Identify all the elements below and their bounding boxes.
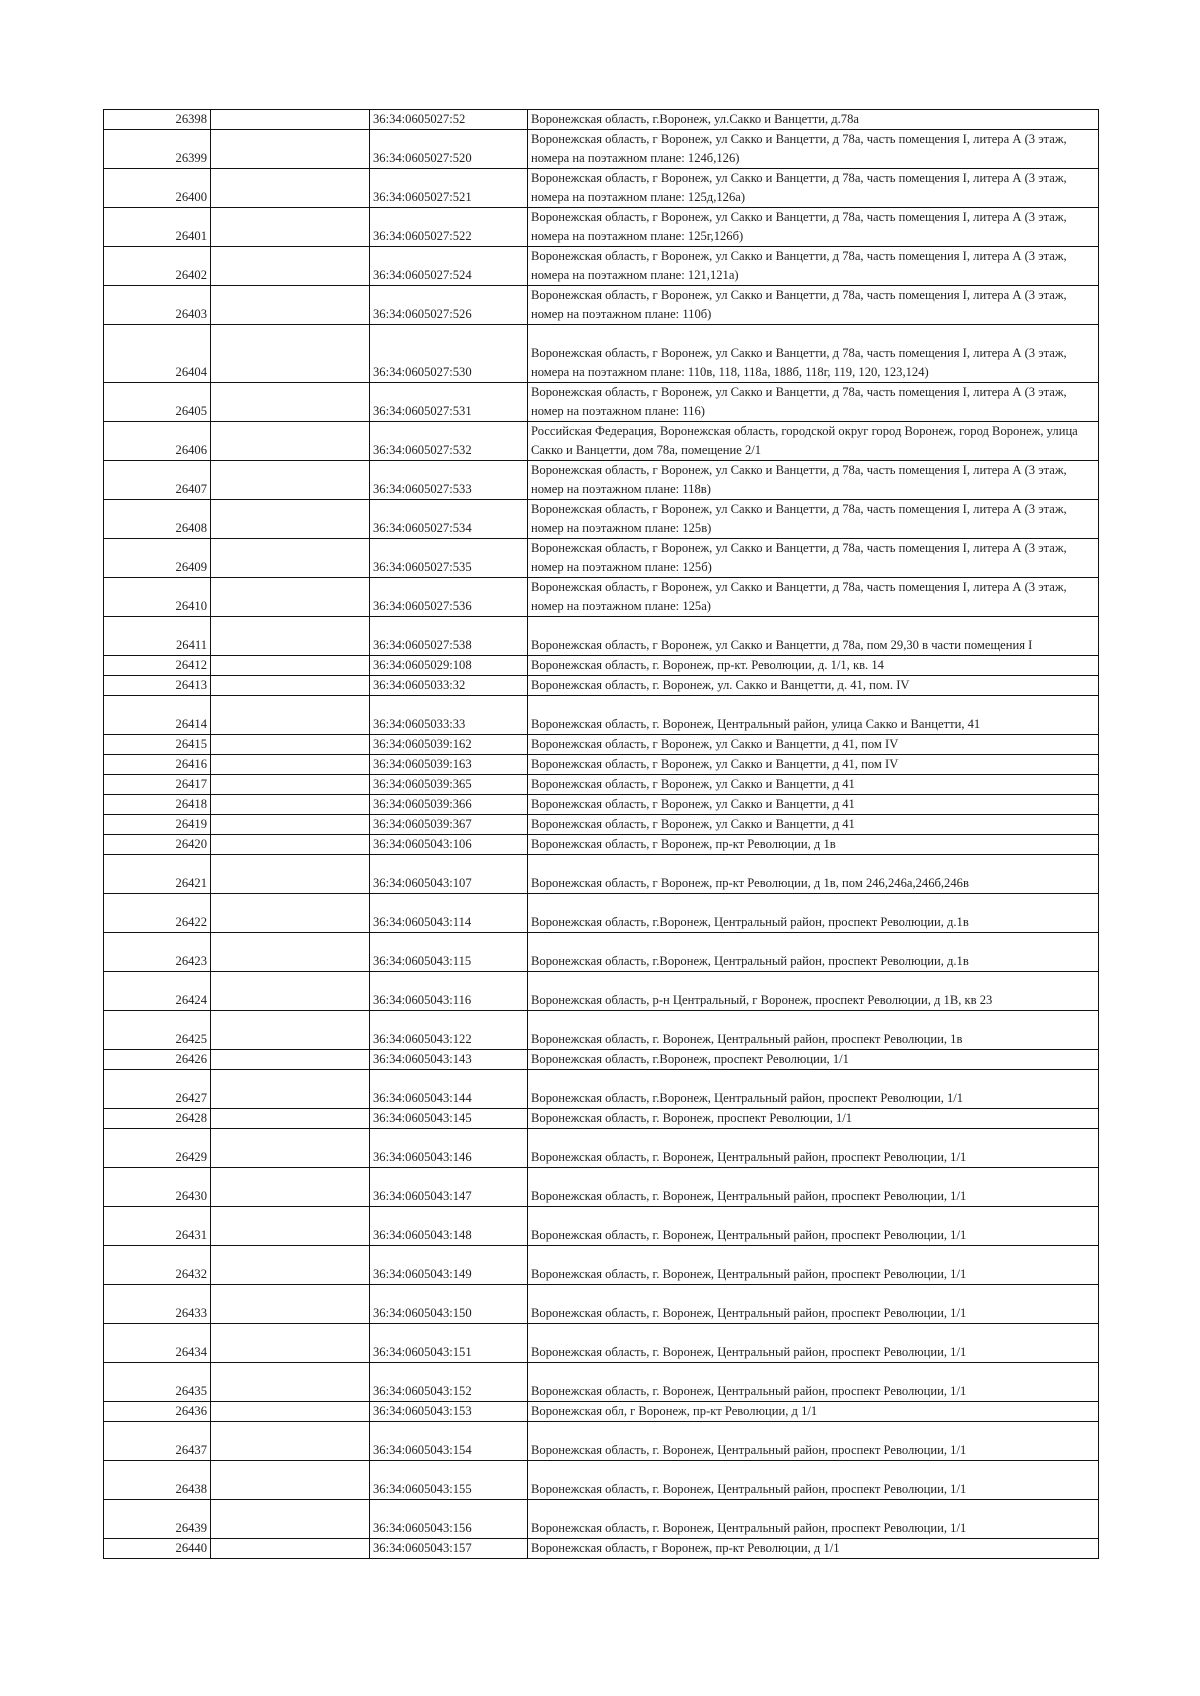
row-number: 26413 xyxy=(104,676,211,696)
table-row xyxy=(104,933,1099,972)
property-address: Воронежская область, г Воронеж, ул Сакко и Ванцетти, д 78а, пом 29,30 в части помещения I xyxy=(528,617,1099,656)
table-row xyxy=(104,1363,1099,1402)
property-address: Воронежская область, г Воронеж, ул Сакко и Ванцетти, д 41, пом IV xyxy=(528,735,1099,755)
table-row xyxy=(104,578,1099,617)
empty-cell xyxy=(211,247,370,286)
property-address: Воронежская область, р-н Центральный, г Воронеж, проспект Революции, д 1В, кв 23 xyxy=(528,972,1099,1011)
empty-cell xyxy=(211,1285,370,1324)
cadastral-number: 36:34:0605027:522 xyxy=(370,208,528,247)
row-number: 26406 xyxy=(104,422,211,461)
empty-cell xyxy=(211,110,370,130)
cadastral-number: 36:34:0605027:520 xyxy=(370,130,528,169)
row-number: 26402 xyxy=(104,247,211,286)
empty-cell xyxy=(211,325,370,383)
empty-cell xyxy=(211,422,370,461)
empty-cell xyxy=(211,1539,370,1559)
row-number: 26437 xyxy=(104,1422,211,1461)
property-address: Воронежская область, г. Воронеж, Центральный район, проспект Революции, 1/1 xyxy=(528,1207,1099,1246)
cadastral-number: 36:34:0605027:538 xyxy=(370,617,528,656)
property-address: Воронежская область, г. Воронеж, Центральный район, проспект Революции, 1в xyxy=(528,1011,1099,1050)
empty-cell xyxy=(211,815,370,835)
table-row xyxy=(104,835,1099,855)
empty-cell xyxy=(211,286,370,325)
table-row xyxy=(104,1324,1099,1363)
row-number: 26405 xyxy=(104,383,211,422)
property-address: Воронежская область, г.Воронеж, Центральный район, проспект Революции, 1/1 xyxy=(528,1070,1099,1109)
table-row xyxy=(104,286,1099,325)
empty-cell xyxy=(211,169,370,208)
row-number: 26398 xyxy=(104,110,211,130)
row-number: 26433 xyxy=(104,1285,211,1324)
property-address: Воронежская область, г. Воронеж, Центральный район, проспект Революции, 1/1 xyxy=(528,1168,1099,1207)
property-address: Воронежская область, г Воронеж, ул Сакко и Ванцетти, д 78а, часть помещения I, литера А (3 этаж, номер на поэтажном плане: 125б) xyxy=(528,539,1099,578)
property-address: Воронежская область, г. Воронеж, Центральный район, проспект Революции, 1/1 xyxy=(528,1285,1099,1324)
row-number: 26440 xyxy=(104,1539,211,1559)
row-number: 26432 xyxy=(104,1246,211,1285)
empty-cell xyxy=(211,1207,370,1246)
property-address: Воронежская область, г.Воронеж, Центральный район, проспект Революции, д.1в xyxy=(528,894,1099,933)
property-address: Воронежская область, г. Воронеж, Центральный район, проспект Революции, 1/1 xyxy=(528,1324,1099,1363)
table-row xyxy=(104,422,1099,461)
property-address: Воронежская область, г.Воронеж, Центральный район, проспект Революции, д.1в xyxy=(528,933,1099,972)
property-address: Воронежская область, г. Воронеж, Центральный район, проспект Революции, 1/1 xyxy=(528,1461,1099,1500)
empty-cell xyxy=(211,1402,370,1422)
property-address: Воронежская область, г Воронеж, ул Сакко и Ванцетти, д 78а, часть помещения I, литера А (3 этаж, номера на поэтажном плане: 125г,126б) xyxy=(528,208,1099,247)
row-number: 26417 xyxy=(104,775,211,795)
table-row xyxy=(104,775,1099,795)
cadastral-number: 36:34:0605027:524 xyxy=(370,247,528,286)
empty-cell xyxy=(211,894,370,933)
table-row xyxy=(104,795,1099,815)
row-number: 26416 xyxy=(104,755,211,775)
property-address: Воронежская область, г Воронеж, ул Сакко и Ванцетти, д 78а, часть помещения I, литера А (3 этаж, номера на поэтажном плане: 110в, 118, 118а, 188б, 118г, 119, 120, 123,124) xyxy=(528,325,1099,383)
table-row xyxy=(104,1402,1099,1422)
empty-cell xyxy=(211,208,370,247)
property-address: Воронежская область, г. Воронеж, пр-кт. Революции, д. 1/1, кв. 14 xyxy=(528,656,1099,676)
property-address: Воронежская область, г Воронеж, ул Сакко и Ванцетти, д 41, пом IV xyxy=(528,755,1099,775)
empty-cell xyxy=(211,855,370,894)
empty-cell xyxy=(211,383,370,422)
cadastral-number: 36:34:0605027:532 xyxy=(370,422,528,461)
row-number: 26401 xyxy=(104,208,211,247)
property-address: Воронежская область, г Воронеж, ул Сакко и Ванцетти, д 78а, часть помещения I, литера А (3 этаж, номера на поэтажном плане: 124б,126) xyxy=(528,130,1099,169)
cadastral-number: 36:34:0605043:147 xyxy=(370,1168,528,1207)
empty-cell xyxy=(211,500,370,539)
row-number: 26422 xyxy=(104,894,211,933)
cadastral-number: 36:34:0605029:108 xyxy=(370,656,528,676)
cadastral-number: 36:34:0605027:536 xyxy=(370,578,528,617)
property-address: Воронежская область, г. Воронеж, Центральный район, проспект Революции, 1/1 xyxy=(528,1246,1099,1285)
row-number: 26411 xyxy=(104,617,211,656)
cadastral-number: 36:34:0605027:52 xyxy=(370,110,528,130)
table-row xyxy=(104,1109,1099,1129)
cadastral-number: 36:34:0605043:153 xyxy=(370,1402,528,1422)
table-row xyxy=(104,1539,1099,1559)
property-address: Воронежская область, г. Воронеж, Центральный район, проспект Революции, 1/1 xyxy=(528,1363,1099,1402)
empty-cell xyxy=(211,676,370,696)
table-row xyxy=(104,500,1099,539)
cadastral-number: 36:34:0605027:526 xyxy=(370,286,528,325)
table-row xyxy=(104,1422,1099,1461)
property-address: Воронежская область, г Воронеж, ул Сакко и Ванцетти, д 78а, часть помещения I, литера А (3 этаж, номер на поэтажном плане: 116) xyxy=(528,383,1099,422)
empty-cell xyxy=(211,1070,370,1109)
empty-cell xyxy=(211,1324,370,1363)
cadastral-number: 36:34:0605043:143 xyxy=(370,1050,528,1070)
cadastral-number: 36:34:0605043:156 xyxy=(370,1500,528,1539)
table-row xyxy=(104,1461,1099,1500)
table-row xyxy=(104,110,1099,130)
table-row xyxy=(104,247,1099,286)
row-number: 26419 xyxy=(104,815,211,835)
cadastral-number: 36:34:0605043:152 xyxy=(370,1363,528,1402)
table-body xyxy=(104,110,1099,1559)
cadastral-number: 36:34:0605039:366 xyxy=(370,795,528,815)
cadastral-number: 36:34:0605043:114 xyxy=(370,894,528,933)
table-row xyxy=(104,130,1099,169)
table-row xyxy=(104,755,1099,775)
property-address: Воронежская область, г Воронеж, ул Сакко и Ванцетти, д 78а, часть помещения I, литера А (3 этаж, номера на поэтажном плане: 125д,126а) xyxy=(528,169,1099,208)
row-number: 26428 xyxy=(104,1109,211,1129)
table-row xyxy=(104,383,1099,422)
cadastral-number: 36:34:0605039:365 xyxy=(370,775,528,795)
empty-cell xyxy=(211,578,370,617)
property-address: Воронежская обл, г Воронеж, пр-кт Революции, д 1/1 xyxy=(528,1402,1099,1422)
cadastral-number: 36:34:0605043:122 xyxy=(370,1011,528,1050)
cadastral-number: 36:34:0605033:32 xyxy=(370,676,528,696)
cadastral-number: 36:34:0605043:150 xyxy=(370,1285,528,1324)
row-number: 26423 xyxy=(104,933,211,972)
table-row xyxy=(104,1168,1099,1207)
empty-cell xyxy=(211,972,370,1011)
row-number: 26415 xyxy=(104,735,211,755)
cadastral-number: 36:34:0605027:535 xyxy=(370,539,528,578)
property-address: Воронежская область, г. Воронеж, Центральный район, проспект Революции, 1/1 xyxy=(528,1500,1099,1539)
cadastral-number: 36:34:0605039:162 xyxy=(370,735,528,755)
row-number: 26421 xyxy=(104,855,211,894)
row-number: 26404 xyxy=(104,325,211,383)
empty-cell xyxy=(211,617,370,656)
row-number: 26420 xyxy=(104,835,211,855)
property-address: Воронежская область, г. Воронеж, Центральный район, проспект Революции, 1/1 xyxy=(528,1129,1099,1168)
table-row xyxy=(104,696,1099,735)
table-row xyxy=(104,656,1099,676)
row-number: 26438 xyxy=(104,1461,211,1500)
table-row xyxy=(104,735,1099,755)
empty-cell xyxy=(211,795,370,815)
empty-cell xyxy=(211,933,370,972)
empty-cell xyxy=(211,130,370,169)
property-address: Воронежская область, г. Воронеж, ул. Сакко и Ванцетти, д. 41, пом. IV xyxy=(528,676,1099,696)
row-number: 26436 xyxy=(104,1402,211,1422)
property-address: Воронежская область, г Воронеж, ул Сакко и Ванцетти, д 78а, часть помещения I, литера А (3 этаж, номер на поэтажном плане: 125в) xyxy=(528,500,1099,539)
cadastral-number: 36:34:0605043:146 xyxy=(370,1129,528,1168)
row-number: 26431 xyxy=(104,1207,211,1246)
property-address: Воронежская область, г Воронеж, ул Сакко и Ванцетти, д 78а, часть помещения I, литера А (3 этаж, номера на поэтажном плане: 121,121а) xyxy=(528,247,1099,286)
cadastral-number: 36:34:0605027:533 xyxy=(370,461,528,500)
row-number: 26426 xyxy=(104,1050,211,1070)
empty-cell xyxy=(211,755,370,775)
cadastral-number: 36:34:0605027:530 xyxy=(370,325,528,383)
table-row xyxy=(104,1500,1099,1539)
property-address: Воронежская область, г Воронеж, ул Сакко и Ванцетти, д 41 xyxy=(528,775,1099,795)
empty-cell xyxy=(211,1363,370,1402)
property-address: Воронежская область, г.Воронеж, ул.Сакко и Ванцетти, д.78а xyxy=(528,110,1099,130)
table-row xyxy=(104,855,1099,894)
empty-cell xyxy=(211,1246,370,1285)
row-number: 26410 xyxy=(104,578,211,617)
empty-cell xyxy=(211,775,370,795)
row-number: 26434 xyxy=(104,1324,211,1363)
property-address: Воронежская область, г Воронеж, пр-кт Революции, д 1/1 xyxy=(528,1539,1099,1559)
property-address: Воронежская область, г Воронеж, ул Сакко и Ванцетти, д 78а, часть помещения I, литера А (3 этаж, номер на поэтажном плане: 110б) xyxy=(528,286,1099,325)
row-number: 26430 xyxy=(104,1168,211,1207)
property-address: Воронежская область, г.Воронеж, проспект Революции, 1/1 xyxy=(528,1050,1099,1070)
property-address: Воронежская область, г Воронеж, ул Сакко и Ванцетти, д 41 xyxy=(528,795,1099,815)
table-row xyxy=(104,461,1099,500)
row-number: 26412 xyxy=(104,656,211,676)
empty-cell xyxy=(211,696,370,735)
row-number: 26399 xyxy=(104,130,211,169)
cadastral-number: 36:34:0605027:531 xyxy=(370,383,528,422)
cadastral-number: 36:34:0605033:33 xyxy=(370,696,528,735)
property-address: Воронежская область, г. Воронеж, Центральный район, проспект Революции, 1/1 xyxy=(528,1422,1099,1461)
row-number: 26427 xyxy=(104,1070,211,1109)
table-row xyxy=(104,325,1099,383)
cadastral-number: 36:34:0605043:157 xyxy=(370,1539,528,1559)
row-number: 26407 xyxy=(104,461,211,500)
row-number: 26403 xyxy=(104,286,211,325)
table-row xyxy=(104,208,1099,247)
table-row xyxy=(104,676,1099,696)
cadastral-number: 36:34:0605027:521 xyxy=(370,169,528,208)
table-row xyxy=(104,1285,1099,1324)
table-row xyxy=(104,1070,1099,1109)
empty-cell xyxy=(211,656,370,676)
table-row xyxy=(104,815,1099,835)
row-number: 26400 xyxy=(104,169,211,208)
row-number: 26429 xyxy=(104,1129,211,1168)
cadastral-number: 36:34:0605043:149 xyxy=(370,1246,528,1285)
property-address: Воронежская область, г Воронеж, ул Сакко и Ванцетти, д 41 xyxy=(528,815,1099,835)
cadastral-number: 36:34:0605027:534 xyxy=(370,500,528,539)
empty-cell xyxy=(211,835,370,855)
empty-cell xyxy=(211,461,370,500)
table-row xyxy=(104,169,1099,208)
empty-cell xyxy=(211,735,370,755)
property-address: Воронежская область, г Воронеж, ул Сакко и Ванцетти, д 78а, часть помещения I, литера А (3 этаж, номер на поэтажном плане: 125а) xyxy=(528,578,1099,617)
empty-cell xyxy=(211,1168,370,1207)
empty-cell xyxy=(211,1500,370,1539)
property-address: Воронежская область, г Воронеж, пр-кт Революции, д 1в xyxy=(528,835,1099,855)
cadastral-number: 36:34:0605043:107 xyxy=(370,855,528,894)
empty-cell xyxy=(211,1050,370,1070)
row-number: 26425 xyxy=(104,1011,211,1050)
cadastral-number: 36:34:0605043:115 xyxy=(370,933,528,972)
table-row xyxy=(104,1207,1099,1246)
cadastral-number: 36:34:0605043:148 xyxy=(370,1207,528,1246)
empty-cell xyxy=(211,1422,370,1461)
cadastral-number: 36:34:0605043:106 xyxy=(370,835,528,855)
table-row xyxy=(104,894,1099,933)
row-number: 26414 xyxy=(104,696,211,735)
table-row xyxy=(104,972,1099,1011)
table-row xyxy=(104,1011,1099,1050)
table-row xyxy=(104,539,1099,578)
row-number: 26435 xyxy=(104,1363,211,1402)
cadastral-number: 36:34:0605039:367 xyxy=(370,815,528,835)
cadastral-number: 36:34:0605043:151 xyxy=(370,1324,528,1363)
table-row xyxy=(104,617,1099,656)
empty-cell xyxy=(211,1129,370,1168)
property-address: Воронежская область, г Воронеж, пр-кт Революции, д 1в, пом 246,246а,246б,246в xyxy=(528,855,1099,894)
property-address: Воронежская область, г Воронеж, ул Сакко и Ванцетти, д 78а, часть помещения I, литера А (3 этаж, номер на поэтажном плане: 118в) xyxy=(528,461,1099,500)
cadastral-number: 36:34:0605043:144 xyxy=(370,1070,528,1109)
table-row xyxy=(104,1246,1099,1285)
cadastral-number: 36:34:0605043:145 xyxy=(370,1109,528,1129)
row-number: 26439 xyxy=(104,1500,211,1539)
cadastral-number: 36:34:0605043:155 xyxy=(370,1461,528,1500)
empty-cell xyxy=(211,539,370,578)
row-number: 26418 xyxy=(104,795,211,815)
row-number: 26424 xyxy=(104,972,211,1011)
cadastral-number: 36:34:0605043:154 xyxy=(370,1422,528,1461)
empty-cell xyxy=(211,1011,370,1050)
row-number: 26409 xyxy=(104,539,211,578)
empty-cell xyxy=(211,1461,370,1500)
property-address: Воронежская область, г. Воронеж, проспект Революции, 1/1 xyxy=(528,1109,1099,1129)
property-registry-table xyxy=(103,109,1099,1559)
empty-cell xyxy=(211,1109,370,1129)
row-number: 26408 xyxy=(104,500,211,539)
table-row xyxy=(104,1050,1099,1070)
cadastral-number: 36:34:0605039:163 xyxy=(370,755,528,775)
table-row xyxy=(104,1129,1099,1168)
cadastral-number: 36:34:0605043:116 xyxy=(370,972,528,1011)
property-address: Воронежская область, г. Воронеж, Центральный район, улица Сакко и Ванцетти, 41 xyxy=(528,696,1099,735)
property-address: Российская Федерация, Воронежская область, городской округ город Воронеж, город Воронеж, улица Сакко и Ванцетти, дом 78а, помещение 2/1 xyxy=(528,422,1099,461)
